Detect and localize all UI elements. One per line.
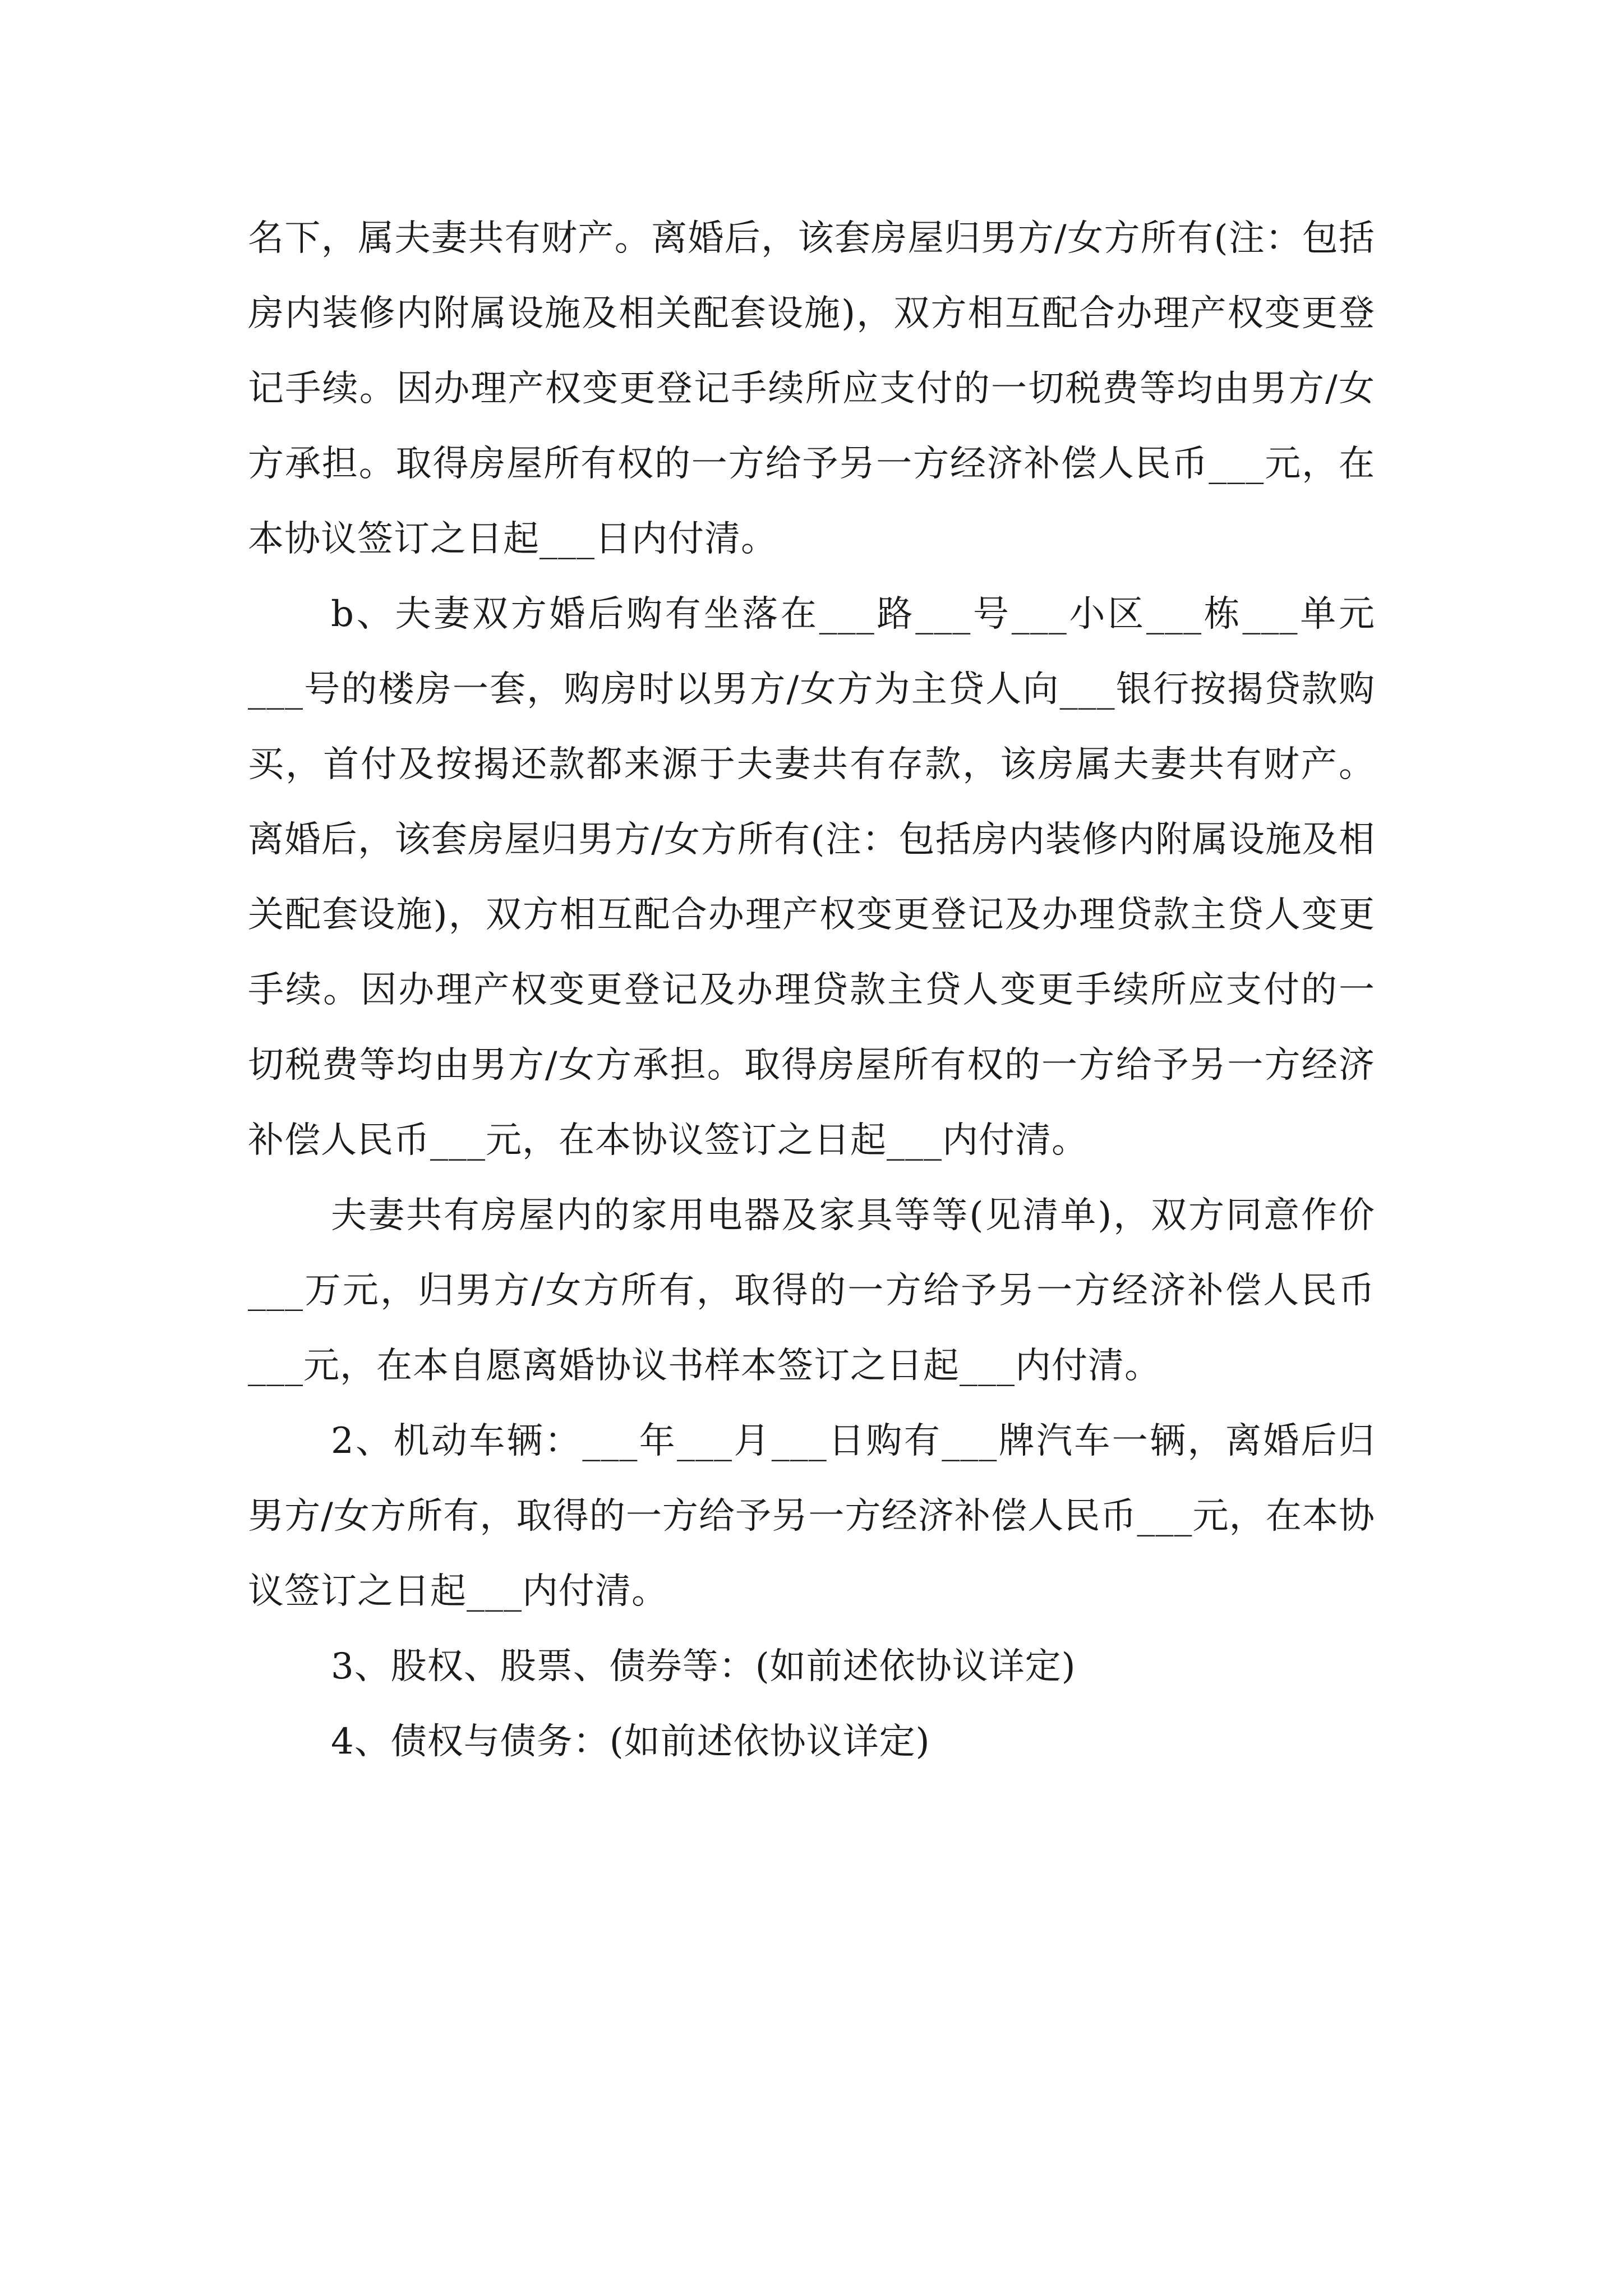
- paragraph-mortgaged-apartment: b、夫妻双方婚后购有坐落在___路___号___小区___栋___单元___号的楼房一套，购房时以男方/女方为主贷人向___银行按揭贷款购买，首付及按揭还款都来源于夫妻共有存款，该房属夫妻共有财产。离婚后，该套房屋归男方/女方所有(注：包括房内装修内附属设施及相关配套设施)，双方相互配合办理产权变更登记及办理贷款主贷人变更手续。因办理产权变更登记及办理贷款主贷人变更手续所应支付的一切税费等均由男方/女方承担。取得房屋所有权的一方给予另一方经济补偿人民币___元，在本协议签订之日起___内付清。: [248, 593, 1375, 1161]
- paragraph-motor-vehicle: 2、机动车辆：___年___月___日购有___牌汽车一辆，离婚后归男方/女方所有，取得的一方给予另一方经济补偿人民币___元，在本协议签订之日起___内付清。: [248, 1420, 1375, 1612]
- paragraph-stocks-bonds: 3、股权、股票、债券等：(如前述依协议详定): [331, 1646, 1076, 1687]
- document-body: [248, 201, 1375, 1779]
- paragraph-credits-debts: 4、债权与债务：(如前述依协议详定): [331, 1721, 930, 1763]
- paragraph-appliances-furniture: 夫妻共有房屋内的家用电器及家具等等(见清单)，双方同意作价___万元，归男方/女方所有，取得的一方给予另一方经济补偿人民币___元，在本自愿离婚协议书样本签订之日起___内付清。: [248, 1195, 1375, 1387]
- paragraph-house-ownership-continued: 名下，属夫妻共有财产。离婚后，该套房屋归男方/女方所有(注：包括房内装修内附属设施及相关配套设施)，双方相互配合办理产权变更登记手续。因办理产权变更登记手续所应支付的一切税费等均由男方/女方承担。取得房屋所有权的一方给予另一方经济补偿人民币___元，在本协议签订之日起___日内付清。: [248, 218, 1375, 560]
